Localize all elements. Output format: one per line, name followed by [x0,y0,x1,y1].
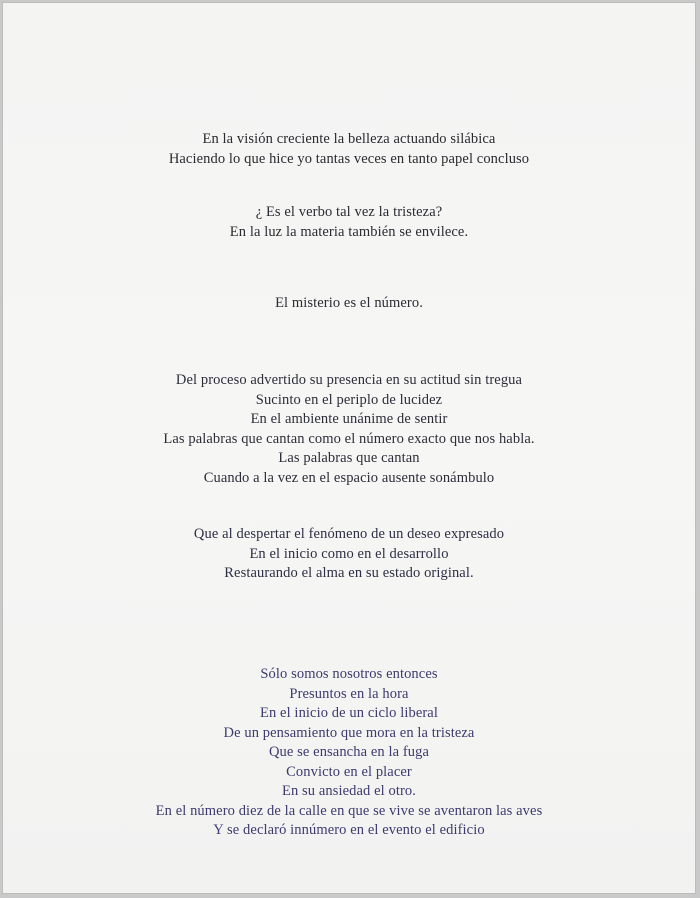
poem-line: En su ansiedad el otro. [282,783,416,799]
stanza-6 [2,665,696,841]
stanza-2 [2,203,696,242]
stanza-3 [2,294,696,314]
stanza-5 [2,525,696,584]
poem-line: Las palabras que cantan [278,450,420,466]
stanza-4 [2,371,696,488]
poem-line: ¿ Es el verbo tal vez la tristeza? [255,204,443,220]
poem-line: De un pensamiento que mora en la tristeza [223,724,475,741]
poem-line: Y se declaró innúmero en el evento el edificio [213,822,485,838]
poem-line: En el número diez de la calle en que se vive se aventaron las aves [155,802,543,819]
poem-line: En la visión creciente la belleza actuando silábica [202,131,496,147]
poem-line: Sucinto en el periplo de lucidez [255,391,443,408]
poem-line: En el inicio de un ciclo liberal [260,705,438,721]
stanza-1 [2,130,696,169]
poem-line: En el ambiente unánime de sentir [250,411,448,427]
poem-line: El misterio es el número. [275,295,423,311]
poem-line: En el inicio como en el desarrollo [249,545,449,562]
poem-line: Que al despertar el fenómeno de un deseo expresado [193,526,505,542]
poem-line: Sólo somos nosotros entonces [260,666,438,682]
poem-line: Haciendo lo que hice yo tantas veces en tanto papel concluso [168,150,530,167]
poem-line: Restaurando el alma en su estado original. [224,565,474,581]
poem-line: Presuntos en la hora [289,685,409,702]
poem-line: Del proceso advertido su presencia en su actitud sin tregua [175,372,523,388]
poem-page [2,2,696,894]
poem-line: Cuando a la vez en el espacio ausente sonámbulo [203,469,495,486]
poem-line: En la luz la materia también se envilece. [229,223,469,240]
poem-line: Las palabras que cantan como el número exacto que nos habla. [163,430,535,447]
poem-line: Que se ensancha en la fuga [268,744,429,760]
poem-line: Convicto en el placer [286,763,412,780]
